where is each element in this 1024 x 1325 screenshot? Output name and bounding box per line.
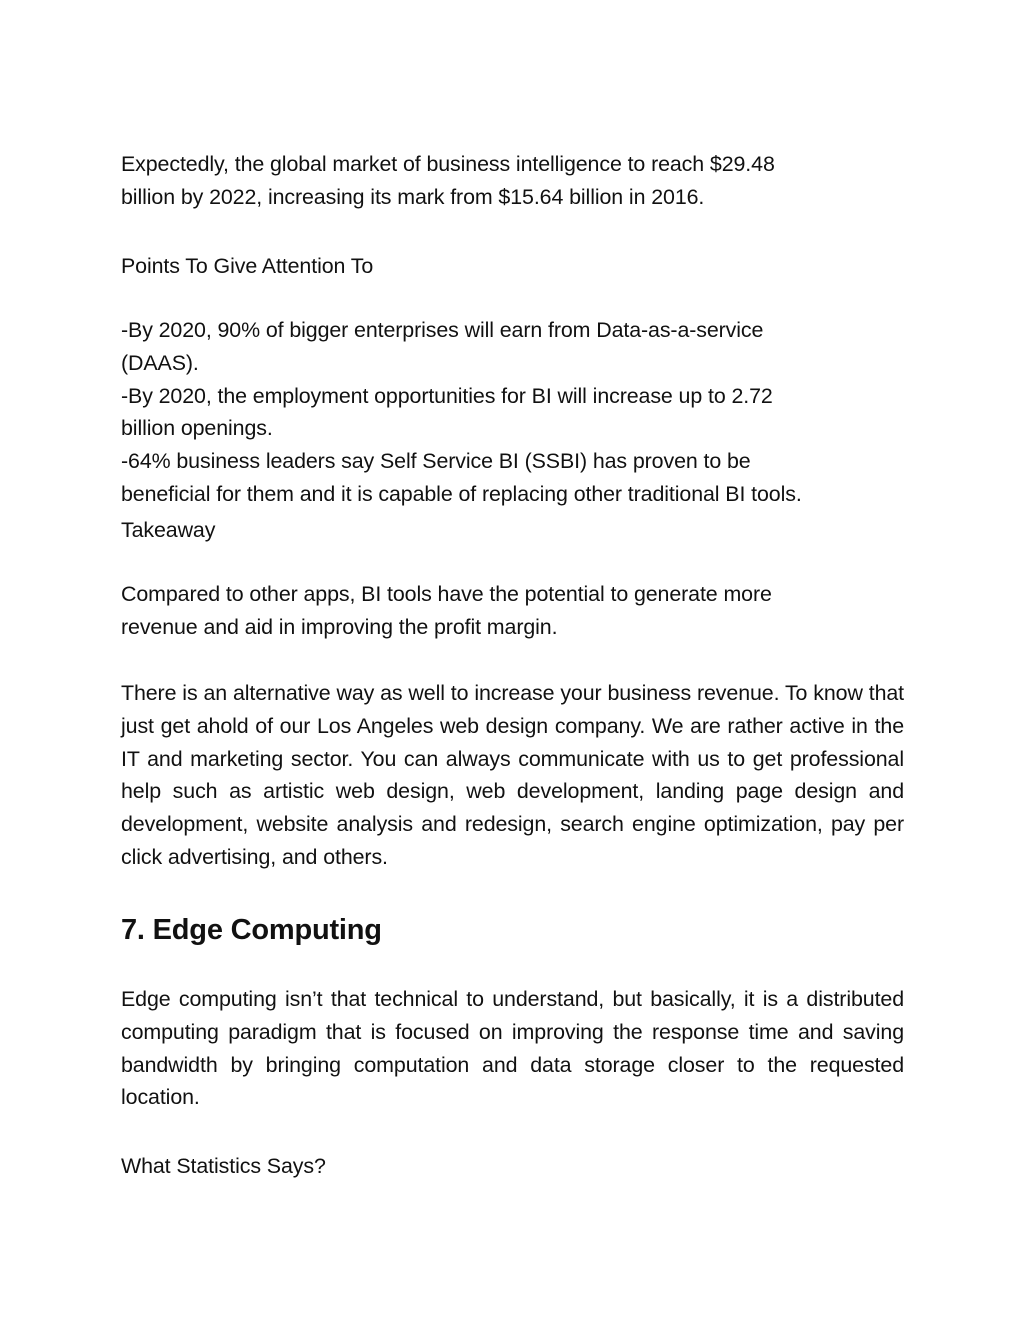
intro-paragraph (121, 148, 904, 214)
intro-line: Expectedly, the global market of business intelligence to reach $29.48 (121, 152, 775, 176)
points-line: (DAAS). (121, 350, 199, 375)
points-line: -By 2020, the employment opportunities for BI will increase up to 2.72 (121, 383, 773, 408)
points-line: beneficial for them and it is capable of replacing other traditional BI tools. (121, 481, 802, 506)
stats-heading: What Statistics Says? (121, 1154, 326, 1178)
takeaway-heading: Takeaway (121, 518, 216, 542)
intro-line: billion by 2022, increasing its mark from $15.64 billion in 2016. (121, 184, 705, 209)
takeaway-line: revenue and aid in improving the profit margin. (121, 614, 558, 639)
points-line: billion openings. (121, 416, 273, 441)
points-heading: Points To Give Attention To (121, 254, 374, 278)
points-line: -64% business leaders say Self Service BI (SSBI) has proven to be (121, 449, 751, 474)
alternative-paragraph: There is an alternative way as well to increase your business revenue. To know that just get ahold of our Los Angeles web design company. We are rather active in the IT and marketing sector. You can always communicate with us to get professional help such as artistic web design, web development, landing page design and development, website analysis and redesign, search engine optimization, pay per click advertising, and others. (121, 681, 904, 869)
edge-paragraph: Edge computing isn’t that technical to understand, but basically, it is a distributed computing paradigm that is focused on improving the response time and saving bandwidth by bringing computation and data storage closer to the requested location. (121, 987, 904, 1110)
section-heading: 7. Edge Computing (121, 914, 382, 946)
document-page (121, 0, 904, 1325)
takeaway-line: Compared to other apps, BI tools have the potential to generate more (121, 582, 772, 606)
takeaway-paragraph (121, 578, 904, 644)
points-line: -By 2020, 90% of bigger enterprises will earn from Data-as-a-service (121, 318, 764, 342)
points-list (121, 314, 904, 511)
